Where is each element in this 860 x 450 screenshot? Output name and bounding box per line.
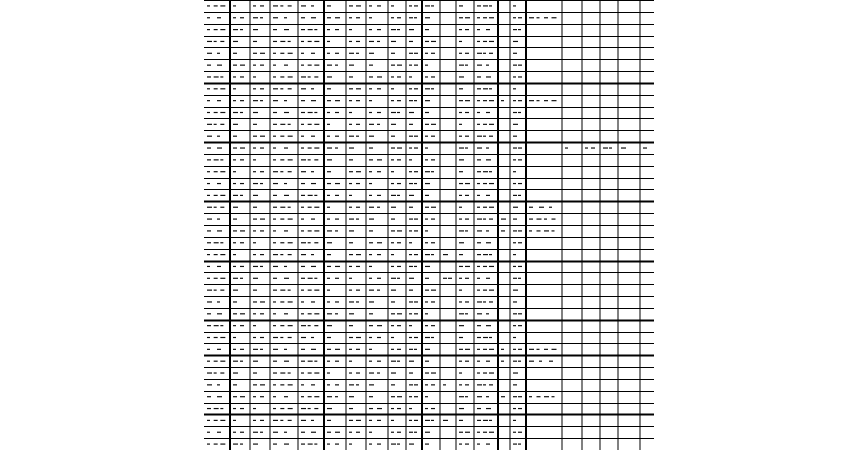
ledger-grid	[204, 0, 654, 450]
ledger-sheet	[204, 0, 654, 450]
